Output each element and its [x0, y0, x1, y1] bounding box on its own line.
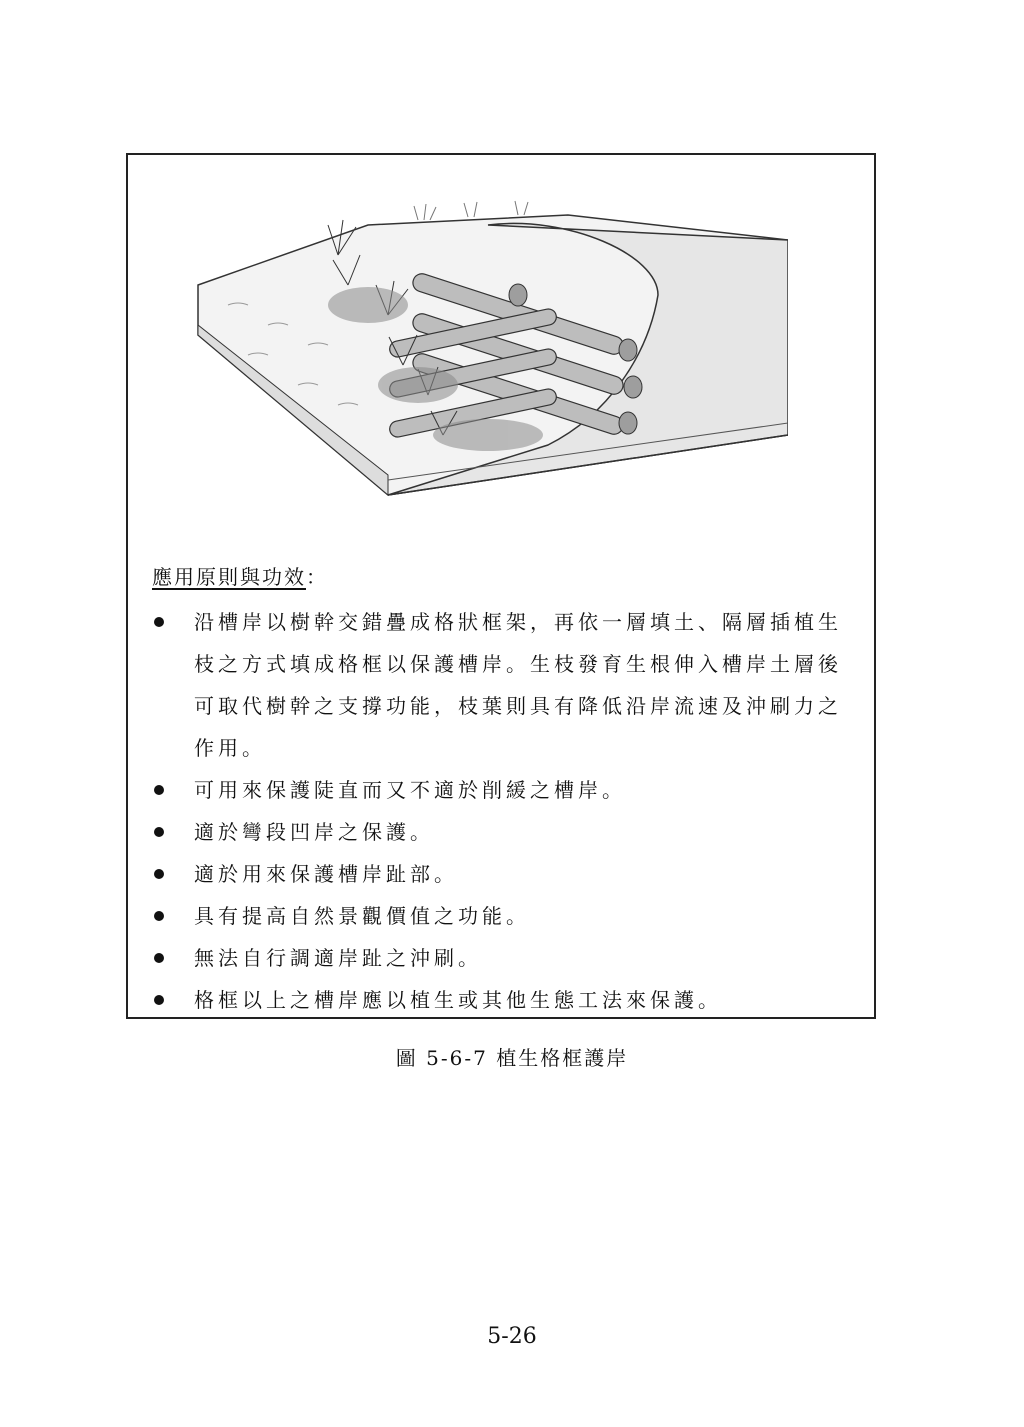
- list-item: [148, 601, 858, 769]
- bullet-dot-icon: [154, 827, 164, 837]
- list-item-text: 無法自行調適岸趾之沖刷。: [194, 946, 482, 970]
- list-item: [148, 769, 858, 811]
- bullet-list: [148, 601, 858, 1021]
- list-item-text: 格框以上之槽岸應以植生或其他生態工法來保護。: [194, 988, 722, 1012]
- list-item-text: 適於彎段凹岸之保護。: [194, 820, 434, 844]
- section-title-text: 應用原則與功效: [152, 565, 306, 589]
- list-item-text: 具有提高自然景觀價值之功能。: [194, 904, 530, 928]
- list-item: [148, 853, 858, 895]
- figure-frame: [126, 153, 876, 1019]
- list-item: [148, 937, 858, 979]
- list-item: [148, 895, 858, 937]
- page-number: 5-26: [487, 1324, 537, 1349]
- list-item-text: 適於用來保護槽岸趾部。: [194, 862, 458, 886]
- bullet-dot-icon: [154, 617, 164, 627]
- bullet-dot-icon: [154, 953, 164, 963]
- section-title: [152, 561, 328, 590]
- list-item-text: 沿槽岸以樹幹交錯疊成格狀框架，再依一層填土、隔層插植生枝之方式填成格框以保護槽岸。生枝發育生根伸入槽岸土層後可取代樹幹之支撐功能，枝葉則具有降低沿岸流速及沖刷力之作用。: [194, 610, 842, 760]
- bullet-dot-icon: [154, 869, 164, 879]
- bullet-dot-icon: [154, 995, 164, 1005]
- bullet-dot-icon: [154, 785, 164, 795]
- vegetated-crib-wall-illustration: [188, 195, 788, 515]
- figure-caption: 圖 5-6-7 植生格框護岸: [395, 1046, 629, 1070]
- bullet-dot-icon: [154, 911, 164, 921]
- section-title-colon: ：: [306, 565, 328, 589]
- list-item: [148, 979, 858, 1021]
- list-item-text: 可用來保護陡直而又不適於削緩之槽岸。: [194, 778, 626, 802]
- list-item: [148, 811, 858, 853]
